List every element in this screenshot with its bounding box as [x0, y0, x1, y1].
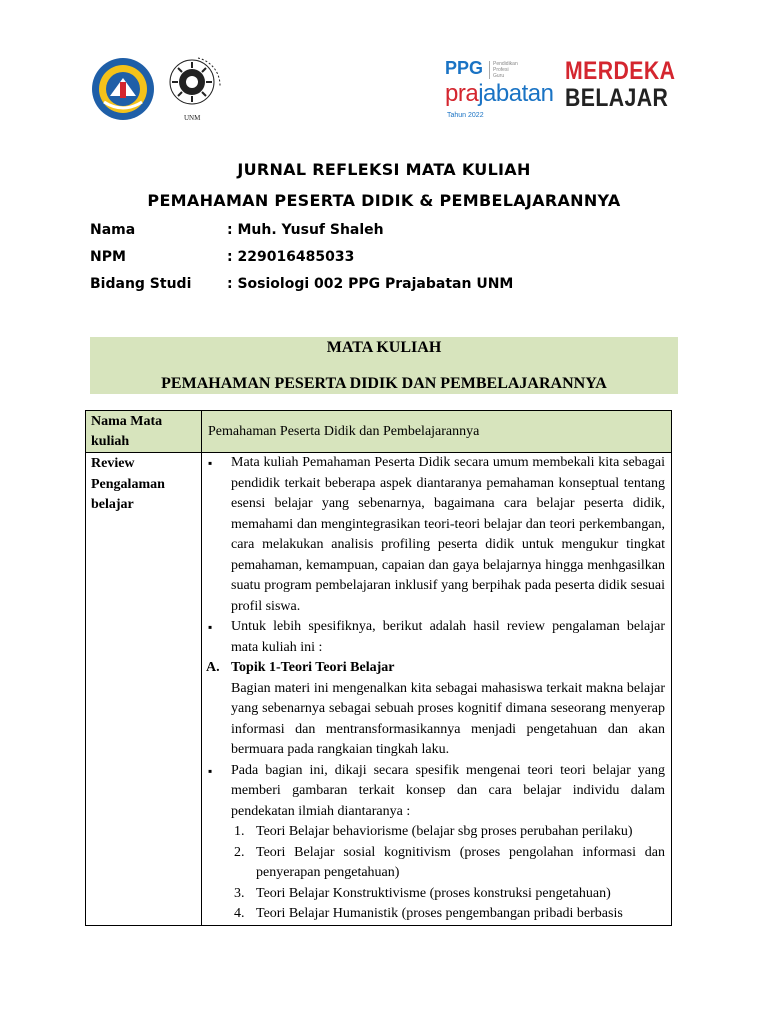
info-value: : Sosiologi 002 PPG Prajabatan UNM [227, 276, 514, 292]
unm-logo [162, 52, 230, 124]
bullet-item: ▪ Pada bagian ini, dikaji secara spesifik mengenai teori teori belajar yang memberi gambaran terkait konsep dan cara belajar individu dalam pendekatan ilmiah diantaranya : [206, 761, 665, 823]
ppg-label: PPG [445, 58, 484, 78]
svg-text:UNM: UNM [184, 114, 201, 122]
list-item: 4. Teori Belajar Humanistik (proses pengembangan pribadi berbasis [234, 906, 623, 921]
row-label-nama-mata-kuliah: Nama Mata kuliah [86, 411, 202, 453]
info-value: : 229016485033 [227, 249, 355, 265]
info-label: Nama [90, 222, 136, 238]
info-value: : Muh. Yusuf Shaleh [227, 222, 384, 238]
kemdikbud-logo [90, 56, 156, 122]
review-content [202, 453, 672, 926]
row-label-review: Review Pengalaman belajar [86, 453, 202, 926]
topic-marker: A. [206, 660, 220, 675]
topic-description: Bagian materi ini mengenalkan kita sebagai mahasiswa terkait makna belajar yang sebenarnya sebagai sebuah proses kognitif dimana seseorang menyerap informasi dan mentransformasikannya menjadi pengetahuan dan akan bermuara pada rangkaian tingkah laku. [231, 680, 665, 757]
journal-subtitle: PEMAHAMAN PESERTA DIDIK & PEMBELAJARANNYA [147, 191, 621, 210]
mata-kuliah-banner [90, 337, 678, 394]
review-table [85, 410, 672, 926]
topic-title: Topik 1-Teori Teori Belajar [231, 660, 395, 675]
prajabatan-label: prajabatan [445, 80, 554, 107]
info-label: Bidang Studi [90, 276, 192, 292]
bullet-item: ▪ Untuk lebih spesifiknya, berikut adalah hasil review pengalaman belajar mata kuliah ini : [206, 617, 665, 658]
bullet-item: ▪ Mata kuliah Pemahaman Peserta Didik secara umum membekali kita sebagai pendidik terkait beberapa aspek diantaranya pemahaman konseptual tentang esensi belajar yang sebenarnya, bagaimana cara belajar peserta didik, memahami dan mengintegrasikan teori-teori belajar dan teori perkembangan, cara melakukan analisis profiling peserta didik untuk mengukur tingkat pemahaman, kemampuan, capaian dan gaya belajarnya hingga menhgasilkan suatu program pembelajaran inklusif yang berpihak pada peserta didik sesuai profil siswa. [206, 453, 665, 617]
banner-line-1: MATA KULIAH [326, 339, 442, 356]
list-item: 2. Teori Belajar sosial kognitivism (proses pengolahan informasi dan penyerapan pengetahuan) [234, 844, 665, 880]
info-label: NPM [90, 249, 126, 265]
banner-line-2: PEMAHAMAN PESERTA DIDIK DAN PEMBELAJARANNYA [161, 375, 607, 392]
list-item: 1. Teori Belajar behaviorisme (belajar sbg proses perubahan perilaku) [234, 824, 633, 839]
tahun-label: Tahun 2022 [447, 112, 484, 119]
list-item: 3. Teori Belajar Konstruktivisme (proses konstruksi pengetahuan) [234, 885, 611, 901]
journal-title: JURNAL REFLEKSI MATA KULIAH [237, 160, 531, 179]
ppg-note: Pendidikan Profesi Guru [489, 61, 518, 79]
merdeka-belajar-logo: MERDEKA BELAJAR [565, 57, 676, 112]
topic-heading [206, 658, 665, 679]
row-value-nama-mata-kuliah: Pemahaman Peserta Didik dan Pembelajarannya [202, 411, 672, 453]
table-row [86, 453, 672, 926]
table-row [86, 411, 672, 453]
ppg-prajabatan-logo [445, 58, 557, 124]
